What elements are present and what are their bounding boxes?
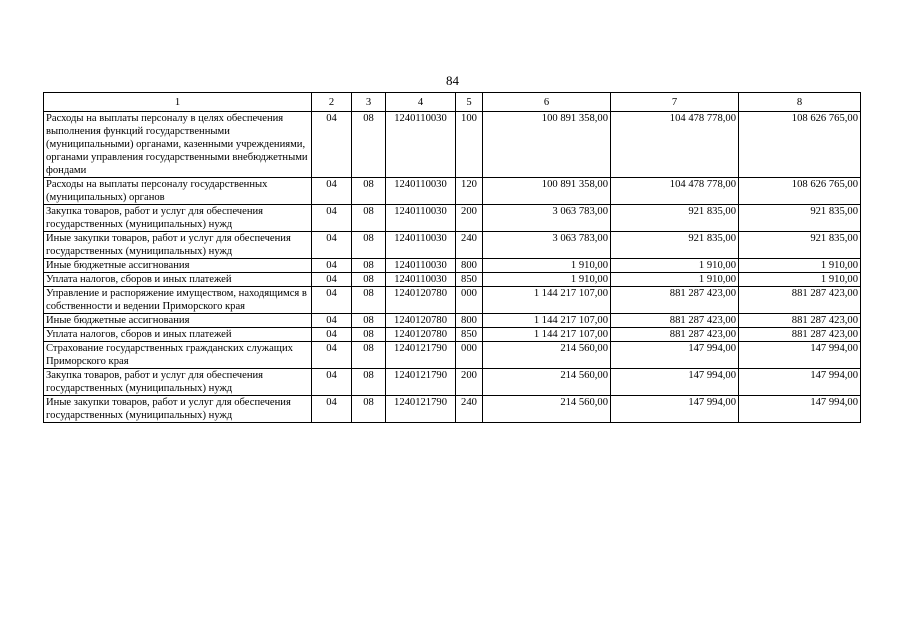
row-value-6: 100 891 358,00 [483, 178, 611, 205]
row-kind: 240 [456, 396, 483, 423]
row-subsection: 08 [352, 232, 386, 259]
row-kind: 120 [456, 178, 483, 205]
row-subsection: 08 [352, 396, 386, 423]
row-subsection: 08 [352, 205, 386, 232]
row-value-8: 147 994,00 [739, 396, 861, 423]
row-value-8: 147 994,00 [739, 342, 861, 369]
row-value-6: 1 910,00 [483, 273, 611, 287]
row-value-6: 3 063 783,00 [483, 205, 611, 232]
row-section: 04 [312, 287, 352, 314]
row-value-8: 108 626 765,00 [739, 178, 861, 205]
row-subsection: 08 [352, 342, 386, 369]
table-row [44, 112, 861, 178]
row-subsection: 08 [352, 178, 386, 205]
row-kind: 850 [456, 273, 483, 287]
row-kind: 100 [456, 112, 483, 178]
table-row [44, 205, 861, 232]
row-section: 04 [312, 396, 352, 423]
row-value-7: 921 835,00 [611, 205, 739, 232]
row-value-7: 1 910,00 [611, 273, 739, 287]
row-value-7: 147 994,00 [611, 369, 739, 396]
row-value-8: 1 910,00 [739, 273, 861, 287]
row-section: 04 [312, 342, 352, 369]
row-section: 04 [312, 178, 352, 205]
row-value-8: 881 287 423,00 [739, 328, 861, 342]
row-value-6: 1 144 217 107,00 [483, 287, 611, 314]
row-name: Иные закупки товаров, работ и услуг для обеспечения государственных (муниципальных) нужд [44, 396, 312, 423]
table-row [44, 259, 861, 273]
row-value-7: 1 910,00 [611, 259, 739, 273]
row-name: Расходы на выплаты персоналу государственных (муниципальных) органов [44, 178, 312, 205]
row-section: 04 [312, 232, 352, 259]
row-value-7: 104 478 778,00 [611, 112, 739, 178]
row-kind: 800 [456, 314, 483, 328]
row-kind: 200 [456, 369, 483, 396]
row-kind: 000 [456, 287, 483, 314]
row-name: Иные бюджетные ассигнования [44, 259, 312, 273]
row-section: 04 [312, 259, 352, 273]
row-value-7: 147 994,00 [611, 396, 739, 423]
row-article: 1240121790 [386, 369, 456, 396]
row-subsection: 08 [352, 112, 386, 178]
header-cell: 2 [312, 93, 352, 112]
row-subsection: 08 [352, 369, 386, 396]
row-value-7: 104 478 778,00 [611, 178, 739, 205]
header-cell: 1 [44, 93, 312, 112]
row-name: Уплата налогов, сборов и иных платежей [44, 273, 312, 287]
row-value-6: 1 910,00 [483, 259, 611, 273]
table-row [44, 314, 861, 328]
row-value-6: 1 144 217 107,00 [483, 314, 611, 328]
row-article: 1240120780 [386, 287, 456, 314]
row-value-7: 147 994,00 [611, 342, 739, 369]
table-row [44, 287, 861, 314]
row-value-6: 214 560,00 [483, 369, 611, 396]
row-value-6: 3 063 783,00 [483, 232, 611, 259]
row-name: Закупка товаров, работ и услуг для обеспечения государственных (муниципальных) нужд [44, 205, 312, 232]
table-row [44, 328, 861, 342]
row-article: 1240110030 [386, 273, 456, 287]
row-section: 04 [312, 273, 352, 287]
row-value-7: 921 835,00 [611, 232, 739, 259]
row-kind: 200 [456, 205, 483, 232]
row-article: 1240110030 [386, 112, 456, 178]
row-section: 04 [312, 328, 352, 342]
row-name: Управление и распоряжение имуществом, находящимся в собственности и ведении Приморского края [44, 287, 312, 314]
header-cell: 5 [456, 93, 483, 112]
row-article: 1240121790 [386, 396, 456, 423]
table-row [44, 369, 861, 396]
row-name: Расходы на выплаты персоналу в целях обеспечения выполнения функций государственными (муниципальными) органами, казенными учреждениями, органами управления государственными внебюджетными фондами [44, 112, 312, 178]
row-value-7: 881 287 423,00 [611, 287, 739, 314]
row-value-8: 881 287 423,00 [739, 287, 861, 314]
row-article: 1240110030 [386, 232, 456, 259]
budget-table [43, 92, 861, 423]
row-section: 04 [312, 314, 352, 328]
row-name: Страхование государственных гражданских служащих Приморского края [44, 342, 312, 369]
row-kind: 000 [456, 342, 483, 369]
row-value-6: 100 891 358,00 [483, 112, 611, 178]
row-article: 1240121790 [386, 342, 456, 369]
row-value-8: 921 835,00 [739, 205, 861, 232]
header-cell: 6 [483, 93, 611, 112]
row-section: 04 [312, 112, 352, 178]
header-cell: 4 [386, 93, 456, 112]
row-article: 1240110030 [386, 259, 456, 273]
row-name: Иные закупки товаров, работ и услуг для обеспечения государственных (муниципальных) нужд [44, 232, 312, 259]
page-number: 84 [446, 73, 459, 88]
row-section: 04 [312, 369, 352, 396]
row-article: 1240120780 [386, 314, 456, 328]
header-cell: 8 [739, 93, 861, 112]
row-value-8: 1 910,00 [739, 259, 861, 273]
table-row [44, 342, 861, 369]
table-row [44, 178, 861, 205]
row-value-8: 147 994,00 [739, 369, 861, 396]
row-value-7: 881 287 423,00 [611, 328, 739, 342]
row-value-8: 108 626 765,00 [739, 112, 861, 178]
table-row [44, 396, 861, 423]
row-subsection: 08 [352, 287, 386, 314]
row-value-6: 214 560,00 [483, 342, 611, 369]
row-subsection: 08 [352, 259, 386, 273]
header-row [44, 93, 861, 112]
row-name: Иные бюджетные ассигнования [44, 314, 312, 328]
row-subsection: 08 [352, 273, 386, 287]
table-row [44, 232, 861, 259]
header-cell: 3 [352, 93, 386, 112]
row-value-6: 214 560,00 [483, 396, 611, 423]
table-row [44, 273, 861, 287]
row-value-6: 1 144 217 107,00 [483, 328, 611, 342]
row-subsection: 08 [352, 328, 386, 342]
row-subsection: 08 [352, 314, 386, 328]
row-kind: 240 [456, 232, 483, 259]
row-value-8: 881 287 423,00 [739, 314, 861, 328]
row-name: Уплата налогов, сборов и иных платежей [44, 328, 312, 342]
row-article: 1240120780 [386, 328, 456, 342]
row-section: 04 [312, 205, 352, 232]
row-kind: 850 [456, 328, 483, 342]
row-value-7: 881 287 423,00 [611, 314, 739, 328]
row-name: Закупка товаров, работ и услуг для обеспечения государственных (муниципальных) нужд [44, 369, 312, 396]
row-value-8: 921 835,00 [739, 232, 861, 259]
row-kind: 800 [456, 259, 483, 273]
row-article: 1240110030 [386, 178, 456, 205]
header-cell: 7 [611, 93, 739, 112]
row-article: 1240110030 [386, 205, 456, 232]
